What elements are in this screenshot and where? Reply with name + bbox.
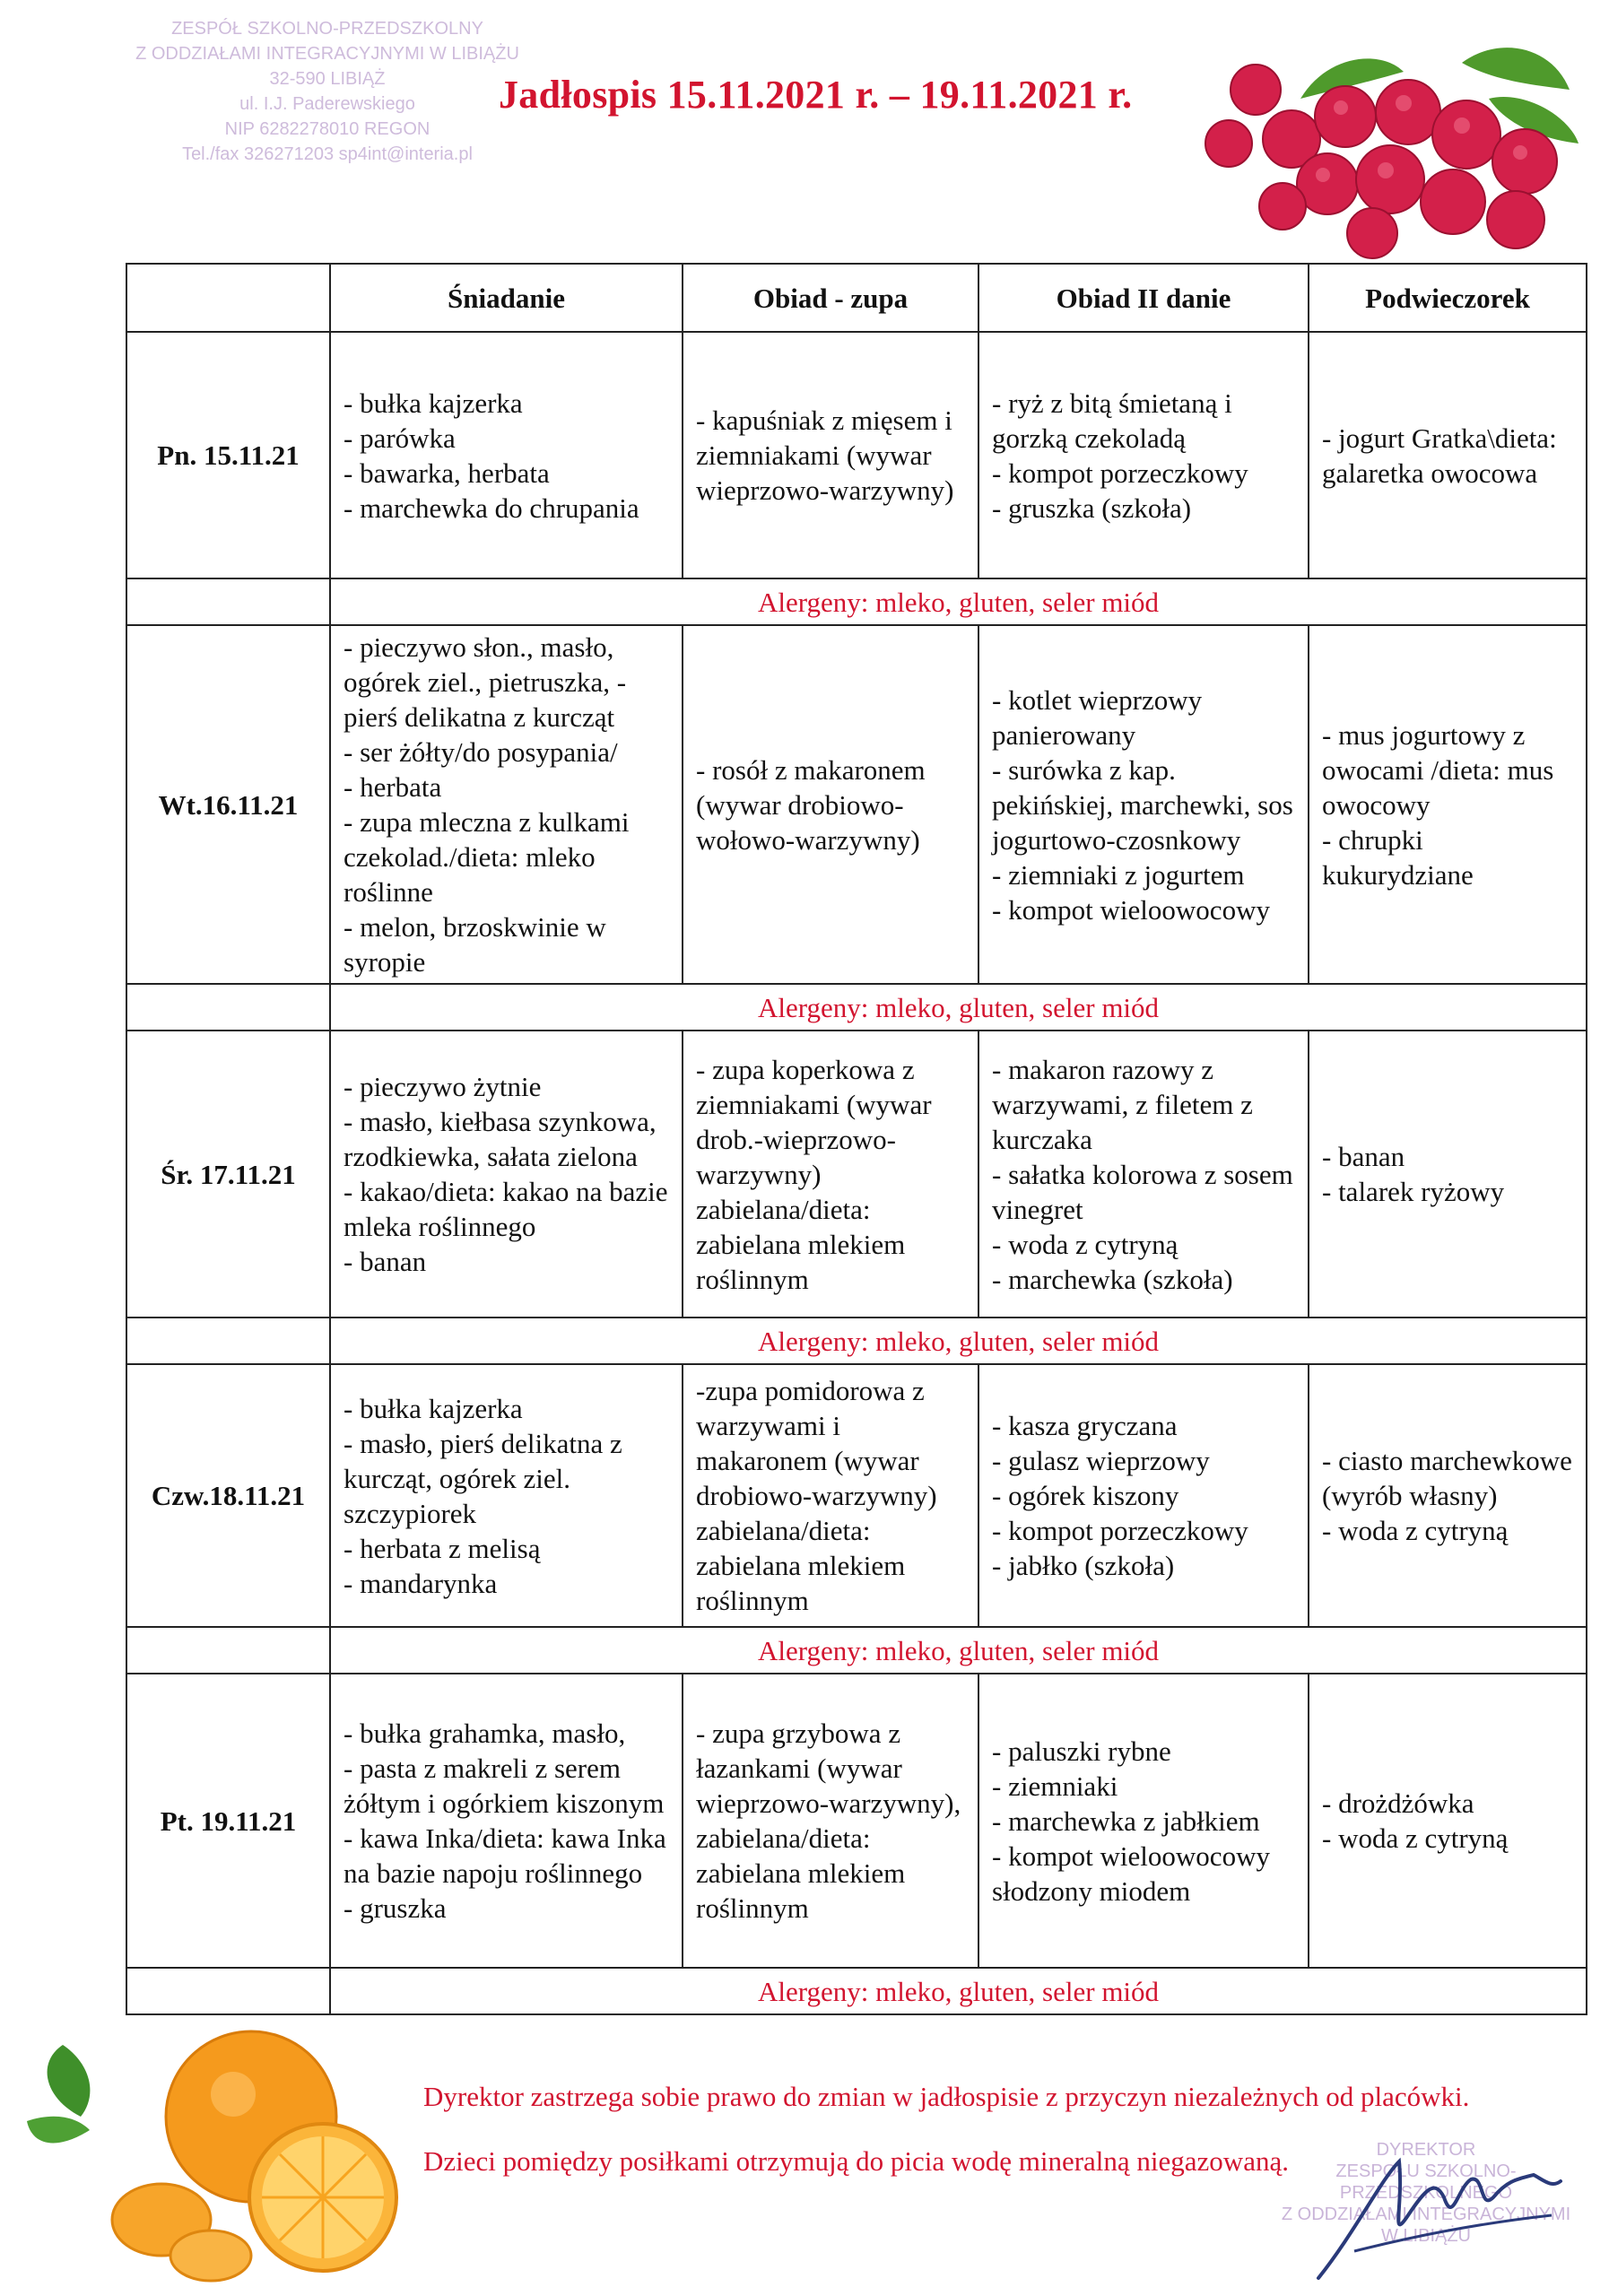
main-course-cell: - paluszki rybne - ziemniaki - marchewka z jabłkiem - kompot wieloowocowy słodzony miodem: [978, 1674, 1309, 1968]
column-header-soup: Obiad - zupa: [683, 264, 978, 332]
stamp-line: Z ODDZIAŁAMI INTEGRACYJNYMI W LIBIĄŻU: [135, 44, 519, 64]
soup-cell: - zupa grzybowa z łazankami (wywar wieprzowo-warzywny), zabielana/dieta: zabielana mlekiem roślinnym: [683, 1674, 978, 1968]
allergen-empty-cell: [126, 1318, 330, 1364]
column-header-snack: Podwieczorek: [1309, 264, 1587, 332]
breakfast-cell: - bułka kajzerka - masło, pierś delikatna z kurcząt, ogórek ziel. szczypiorek - herbata z melisą - mandarynka: [330, 1364, 683, 1627]
allergen-note: Alergeny: mleko, gluten, seler miód: [330, 984, 1587, 1031]
breakfast-cell: - pieczywo żytnie - masło, kiełbasa szynkowa, rzodkiewka, sałata zielona - kakao/dieta: kakao na bazie mleka roślinnego - banan: [330, 1031, 683, 1318]
main-course-cell: - makaron razowy z warzywami, z filetem z kurczaka - sałatka kolorowa z sosem vinegret - woda z cytryną - marchewka (szkoła): [978, 1031, 1309, 1318]
water-note: Dzieci pomiędzy posiłkami otrzymują do picia wodę mineralną niegazowaną.: [423, 2145, 1289, 2177]
table-row: [126, 1674, 1587, 1968]
snack-cell: - mus jogurtowy z owocami /dieta: mus owocowy - chrupki kukurydziane: [1309, 625, 1587, 984]
director-stamp-line: Z ODDZIAŁAMI INTEGRACYJNYMI: [1281, 2205, 1571, 2224]
day-cell: Pn. 15.11.21: [126, 332, 330, 578]
allergen-empty-cell: [126, 1627, 330, 1674]
soup-cell: -zupa pomidorowa z warzywami i makaronem (wywar drobiowo-warzywny) zabielana/dieta: zabielana mlekiem roślinnym: [683, 1364, 978, 1627]
allergen-note: Alergeny: mleko, gluten, seler miód: [330, 1627, 1587, 1674]
stamp-line: NIP 6282278010 REGON: [224, 119, 431, 139]
snack-cell: - ciasto marchewkowe (wyrób własny) - woda z cytryną: [1309, 1364, 1587, 1627]
snack-cell: - jogurt Gratka\dieta: galaretka owocowa: [1309, 332, 1587, 578]
day-cell: Czw.18.11.21: [126, 1364, 330, 1627]
allergen-row: [126, 1318, 1587, 1364]
director-note: Dyrektor zastrzega sobie prawo do zmian w jadłospisie z przyczyn niezależnych od placówki.: [423, 2081, 1470, 2112]
page-title: Jadłospis 15.11.2021 r. – 19.11.2021 r.: [499, 73, 1133, 117]
main-course-cell: - ryż z bitą śmietaną i gorzką czekoladą - kompot porzeczkowy - gruszka (szkoła): [978, 332, 1309, 578]
allergen-empty-cell: [126, 984, 330, 1031]
table-row: [126, 1031, 1587, 1318]
main-course-cell: - kasza gryczana - gulasz wieprzowy - ogórek kiszony - kompot porzeczkowy - jabłko (szkoła): [978, 1364, 1309, 1627]
stamp-line: ZESPÓŁ SZKOLNO-PRZEDSZKOLNY: [171, 19, 483, 39]
breakfast-cell: - bułka grahamka, masło, - pasta z makreli z serem żółtym i ogórkiem kiszonym - kawa Inka/dieta: kawa Inka na bazie napoju roślinnego - gruszka: [330, 1674, 683, 1968]
main-course-cell: - kotlet wieprzowy panierowany - surówka z kap. pekińskiej, marchewki, sos jogurtowo-czosnkowy - ziemniaki z jogurtem - kompot wieloowocowy: [978, 625, 1309, 984]
column-header-breakfast: Śniadanie: [330, 264, 683, 332]
allergen-row: [126, 1627, 1587, 1674]
soup-cell: - zupa koperkowa z ziemniakami (wywar drob.-wieprzowo-warzywny) zabielana/dieta: zabielana mlekiem roślinnym: [683, 1031, 978, 1318]
signature: [1300, 2126, 1570, 2287]
table-row: [126, 1364, 1587, 1627]
day-cell: Wt.16.11.21: [126, 625, 330, 984]
column-header-main: Obiad II danie: [978, 264, 1309, 332]
stamp-line: 32-590 LIBIĄŻ: [269, 69, 386, 89]
allergen-note: Alergeny: mleko, gluten, seler miód: [330, 1968, 1587, 2014]
breakfast-cell: - bułka kajzerka - parówka - bawarka, herbata - marchewka do chrupania: [330, 332, 683, 578]
snack-cell: - drożdżówka - woda z cytryną: [1309, 1674, 1587, 1968]
allergen-row: [126, 1968, 1587, 2014]
allergen-row: [126, 578, 1587, 625]
allergen-empty-cell: [126, 1968, 330, 2014]
stamp-line: ul. I.J. Paderewskiego: [239, 94, 415, 114]
director-stamp-line: W LIBIĄŻU: [1380, 2226, 1471, 2246]
stamp-line: Tel./fax 326271203 sp4int@interia.pl: [182, 144, 473, 164]
day-cell: Śr. 17.11.21: [126, 1031, 330, 1318]
allergen-note: Alergeny: mleko, gluten, seler miód: [330, 578, 1587, 625]
school-stamp: [121, 16, 534, 167]
allergen-empty-cell: [126, 578, 330, 625]
raspberries-illustration: [1193, 36, 1596, 260]
director-stamp-line: DYREKTOR: [1376, 2140, 1476, 2160]
allergen-row: [126, 984, 1587, 1031]
menu-table: [126, 263, 1587, 2015]
day-cell: Pt. 19.11.21: [126, 1674, 330, 1968]
table-row: [126, 332, 1587, 578]
column-header-day: [126, 264, 330, 332]
breakfast-cell: - pieczywo słon., masło, ogórek ziel., pietruszka, -pierś delikatna z kurcząt - ser żółty/do posypania/ - herbata - zupa mleczna z kulkami czekolad./dieta: mleko roślinne - melon, brzoskwinie w syropie: [330, 625, 683, 984]
soup-cell: - kapuśniak z mięsem i ziemniakami (wywar wieprzowo-warzywny): [683, 332, 978, 578]
table-row: [126, 625, 1587, 984]
soup-cell: - rosół z makaronem (wywar drobiowo-wołowo-warzywny): [683, 625, 978, 984]
table-header-row: [126, 264, 1587, 332]
director-stamp-line: ZESPOŁU SZKOLNO-PRZEDSZKOLNEGO: [1335, 2161, 1517, 2203]
allergen-note: Alergeny: mleko, gluten, seler miód: [330, 1318, 1587, 1364]
snack-cell: - banan - talarek ryżowy: [1309, 1031, 1587, 1318]
